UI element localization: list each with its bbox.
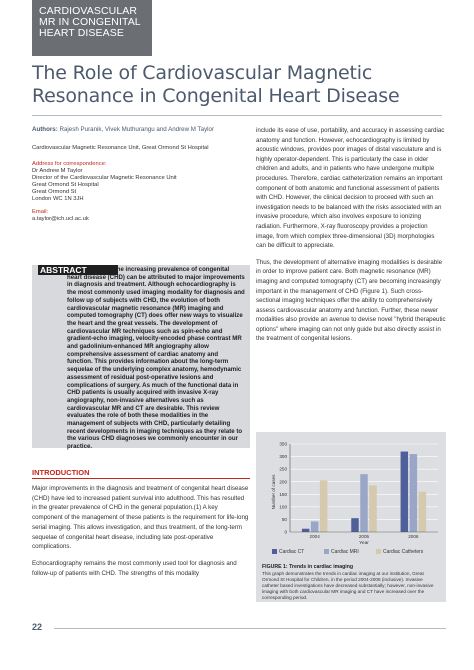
abstract-label: ABSTRACT [38,265,118,275]
title-divider [32,115,442,116]
address-line: London WC 1N 3JH [32,196,84,202]
section-tag-line: CARDIOVASCULAR [39,5,138,17]
page-number: 22 [32,622,43,632]
legend-label: Cardiac CT [279,549,305,555]
legend-item [376,548,423,556]
body-paragraph: include its ease of use, portability, and accuracy in assessing cardiac anatomy and function. However, echocardiography is limited by acoustic windows, provides poor images of distal vasculature and is highly operator-dependent. This is particularly the case in older children and adults, and in patients who have undergone multiple procedures. Therefore, cardiac catheterization remains an important component of both anatomic and functional assessment of patients with CHD. However, the clinical decision to proceed with such an investigation needs to be balanced with the risks associated with an invasive procedure, which also involves exposure to ionizing radiation. Furthermore, X-ray fluoroscopy provides a projection image, from which complex three-dimensional (3D) morphologies can be difficult to appreciate. [256,127,445,250]
legend-swatch [324,549,329,554]
bar-cardiac-catheters [320,480,328,532]
section-tag [32,0,152,56]
body-paragraph: Major improvements in the diagnosis and treatment of congenital heart disease (CHD) have led to increased patient survival into adulthood. This has resulted in the greater prevalence of CHD in the general population.(1) A key component of the management of these patients is the requirement for life-long serial imaging. This allows investigation, and thus treatment, of the long-term sequelae of congenital heart disease, including late post-operative complications. [32,485,249,551]
email-address[interactable]: a.taylor@ich.ucl.ac.uk [32,216,89,222]
bar-cardiac-ct [302,529,310,532]
section-tag-line: HEART DISEASE [39,27,124,39]
legend-item [324,548,359,556]
email-heading: Email: [32,209,49,215]
legend-label: Cardiac MRI [331,549,359,555]
y-tick-label: 350 [279,441,287,447]
y-tick-label: 0 [284,529,287,535]
figure-1 [256,432,446,602]
introduction-body [32,484,250,585]
bar-chart [256,432,446,548]
body-paragraph: Thus, the development of alternative imaging modalities is desirable in order to improve patient care. Both magnetic resonance (MR) imaging and computed tomography (CT) are becoming increasingly important in the management of CHD (Figure 1). Such cross-sectional imaging techniques offer the ability to comprehensively assess cardiovascular anatomy and function. Further, these newer modalities also provide an avenue to devise novel "hybrid therapeutic options" where imaging can not only guide but also directly assist in the treatment of congenital lesions. [256,258,446,343]
authors-label: Authors: [32,126,58,133]
footer-divider [54,628,446,629]
chart-bars [302,452,426,532]
x-axis-label: Year [359,541,369,546]
bar-cardiac-catheters [419,492,427,532]
x-tick-label: 2006 [408,534,419,539]
y-tick-label: 250 [279,466,287,472]
legend-label: Cardiac Catheters [383,549,424,555]
figure-caption: This graph demonstrates the trends in cardiac imaging at our institution, Great Ormond St Hospital for Children, in the period 2004-2006 (inclusive). Invasive catheter based investigations have decreased substantially; however, non-invasive imaging with both cardiovascular MR imaging and CT have increased over the corresponding period. [262,571,434,600]
legend-swatch [376,549,381,554]
legend-item [272,548,304,556]
address-line: Dr Andrew M Taylor [32,168,83,174]
authors-line [32,126,247,134]
affiliation: Cardiovascular Magnetic Resonance Unit, Great Ormond St Hospital [32,145,209,151]
address-line: Great Ormond St [32,189,77,195]
article-title: The Role of Cardiovascular Magnetic Resonance in Congenital Heart Disease [32,62,400,107]
bar-cardiac-ct [351,518,359,532]
bar-cardiac-mri [311,521,319,532]
address-line: Great Ormond St Hospital [32,182,99,188]
body-paragraph: Echocardiography remains the most commonly used tool for diagnosis and follow-up of patients with CHD. The strengths of this modality [32,559,237,577]
introduction-heading: INTRODUCTION [32,467,250,479]
bar-cardiac-mri [360,474,368,532]
author-info [32,126,247,223]
correspondence-heading: Address for correspondence: [32,161,107,167]
chart-legend [272,548,442,558]
y-tick-label: 200 [279,479,287,485]
legend-swatch [272,549,277,554]
authors-names: Rajesh Puranik, Vivek Muthurangu and Andrew M Taylor [59,126,215,133]
abstract-text: The increasing prevalence of congenital heart disease (CHD) can be attributed to major improvements in diagnosis and treatment. Although echocardiography is the most commonly used imaging modality for diagnosis and follow up of subjects with CHD, the evolution of both cardiovascular magnetic resonance (MR) imaging and computed tomography (CT) does offer new ways to visualize the heart and the great vessels. The development of cardiovascular MR techniques such as spin-echo and gradient-echo imaging, velocity-encoded phase contrast MR and gadolinium-enhanced MR angiography allow comprehensive assessment of cardiac anatomy and function. This provides information about the long-term sequelae of the underlying complex anatomy, hemodynamic assessment of residual post-operative lesions and complications of surgery. As much of the functional data in CHD patients is usually acquired with invasive X-ray angiography, non-invasive alternatives such as cardiovascular MR and CT are desirable. This review evaluates the role of both these modalities in the management of subjects with CHD, particularly detailing recent developments in imaging techniques as they relate to the various CHD diagnoses we commonly encounter in our practice. [67,266,245,451]
bar-cardiac-catheters [369,485,377,532]
y-tick-label: 100 [279,504,287,510]
y-axis-label: Number of cases [271,474,276,510]
x-tick-label: 2004 [309,534,320,539]
right-column-body [256,126,446,351]
abstract-box [32,265,250,451]
bar-cardiac-mri [410,454,418,532]
section-tag-line: MR IN CONGENITAL [39,16,141,28]
y-tick-label: 300 [279,454,287,460]
address-line: Director of the Cardiovascular Magnetic Resonance Unit [32,175,177,181]
y-tick-label: 150 [279,491,287,497]
y-tick-label: 50 [281,517,287,523]
x-tick-label: 2005 [358,534,370,539]
bar-cardiac-ct [401,452,409,532]
figure-caption-heading: FIGURE 1: Trends in cardiac imaging [262,564,354,570]
